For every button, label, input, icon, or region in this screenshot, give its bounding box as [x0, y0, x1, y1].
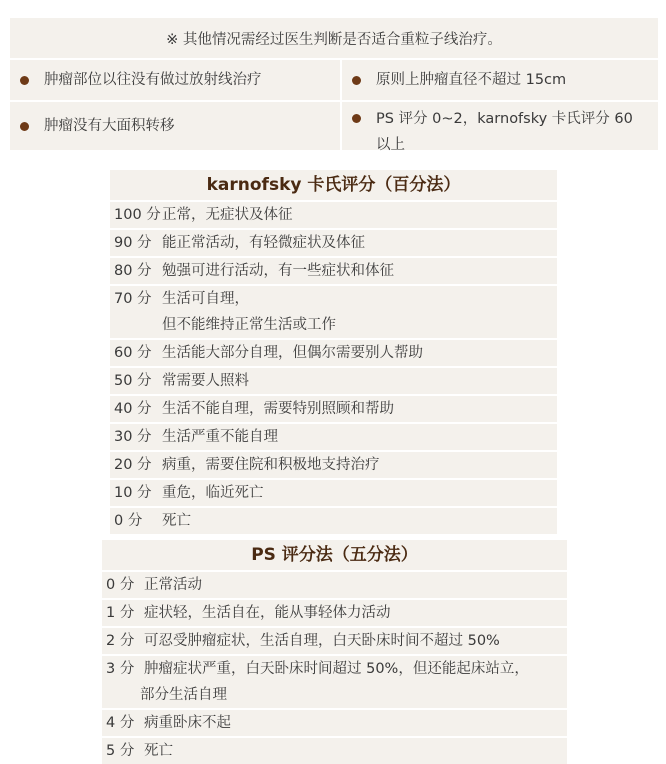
score-description: 症状轻，生活自在，能从事轻体力活动: [144, 605, 391, 621]
score-label: 10 分: [114, 485, 152, 501]
karnofsky-table: [110, 170, 557, 534]
criteria-item-text: 肿瘤没有大面积转移: [44, 118, 175, 134]
table-row: [102, 654, 567, 708]
score-description: 正常，无症状及体征: [162, 207, 293, 223]
bullet-icon: [352, 114, 361, 123]
score-description: 常需要人照料: [162, 373, 249, 389]
criteria-note: ※ 其他情况需经过医生判断是否适合重粒子线治疗。: [10, 18, 658, 58]
score-label: 30 分: [114, 429, 152, 445]
criteria-item-text: 原则上肿瘤直径不超过 15cm: [376, 72, 567, 88]
score-label: 3 分: [106, 661, 135, 677]
score-description: 生活不能自理，需要特别照顾和帮助: [162, 401, 394, 417]
bullet-icon: [352, 76, 361, 85]
table-row: [110, 200, 557, 228]
criteria-item: [340, 58, 658, 100]
score-description: 病重，需要住院和积极地支持治疗: [162, 457, 380, 473]
table-row: [110, 394, 557, 422]
table-row: [102, 736, 567, 764]
score-label: 20 分: [114, 457, 152, 473]
criteria-item: [10, 100, 340, 150]
score-description: 死亡: [162, 513, 191, 529]
criteria-item-text: PS 评分 0~2，karnofsky 卡氏评分 60 以上: [376, 111, 633, 153]
table-row: [102, 598, 567, 626]
score-label: 0 分: [106, 577, 135, 593]
table-row: [102, 708, 567, 736]
table-row: [102, 570, 567, 598]
score-label: 90 分: [114, 235, 152, 251]
score-label: 2 分: [106, 633, 135, 649]
criteria-item: [10, 58, 340, 100]
karnofsky-title: karnofsky 卡氏评分（百分法）: [206, 175, 461, 195]
score-label: 40 分: [114, 401, 152, 417]
table-row: [110, 284, 557, 338]
score-description: 生活能大部分自理，但偶尔需要别人帮助: [162, 345, 423, 361]
score-description: 生活严重不能自理: [162, 429, 278, 445]
score-description: 能正常活动，有轻微症状及体征: [162, 235, 365, 251]
score-description: 死亡: [144, 743, 173, 759]
score-label: 50 分: [114, 373, 152, 389]
score-description: 病重卧床不起: [144, 715, 231, 731]
table-row: [110, 450, 557, 478]
bullet-icon: [20, 76, 29, 85]
table-row: [110, 506, 557, 534]
score-description: 可忍受肿瘤症状，生活自理，白天卧床时间不超过 50%: [144, 633, 500, 649]
bullet-icon: [20, 122, 29, 131]
score-label: 60 分: [114, 345, 152, 361]
table-row: [110, 478, 557, 506]
ps-title: PS 评分法（五分法）: [251, 545, 418, 565]
score-label: 70 分: [114, 291, 152, 307]
criteria-item: [340, 100, 658, 153]
score-description-cont: 但不能维持正常生活或工作: [162, 317, 336, 333]
score-label: 1 分: [106, 605, 135, 621]
criteria-box: [10, 18, 658, 153]
table-row: [110, 366, 557, 394]
score-label: 4 分: [106, 715, 135, 731]
table-row: [110, 338, 557, 366]
score-label: 0 分: [114, 513, 143, 529]
score-description: 正常活动: [144, 577, 202, 593]
score-label: 100 分: [114, 207, 161, 223]
score-description: 重危，临近死亡: [162, 485, 264, 501]
table-row: [110, 228, 557, 256]
ps-table: [102, 540, 567, 764]
score-description: 肿瘤症状严重，白天卧床时间超过 50%，但还能起床站立，: [144, 661, 529, 677]
score-description-cont: 部分生活自理: [140, 687, 227, 703]
score-description: 勉强可进行活动，有一些症状和体征: [162, 263, 394, 279]
score-label: 80 分: [114, 263, 152, 279]
score-description: 生活可自理，: [162, 291, 249, 307]
score-label: 5 分: [106, 743, 135, 759]
table-row: [110, 256, 557, 284]
criteria-item-text: 肿瘤部位以往没有做过放射线治疗: [44, 72, 262, 88]
table-row: [110, 422, 557, 450]
table-row: [102, 626, 567, 654]
